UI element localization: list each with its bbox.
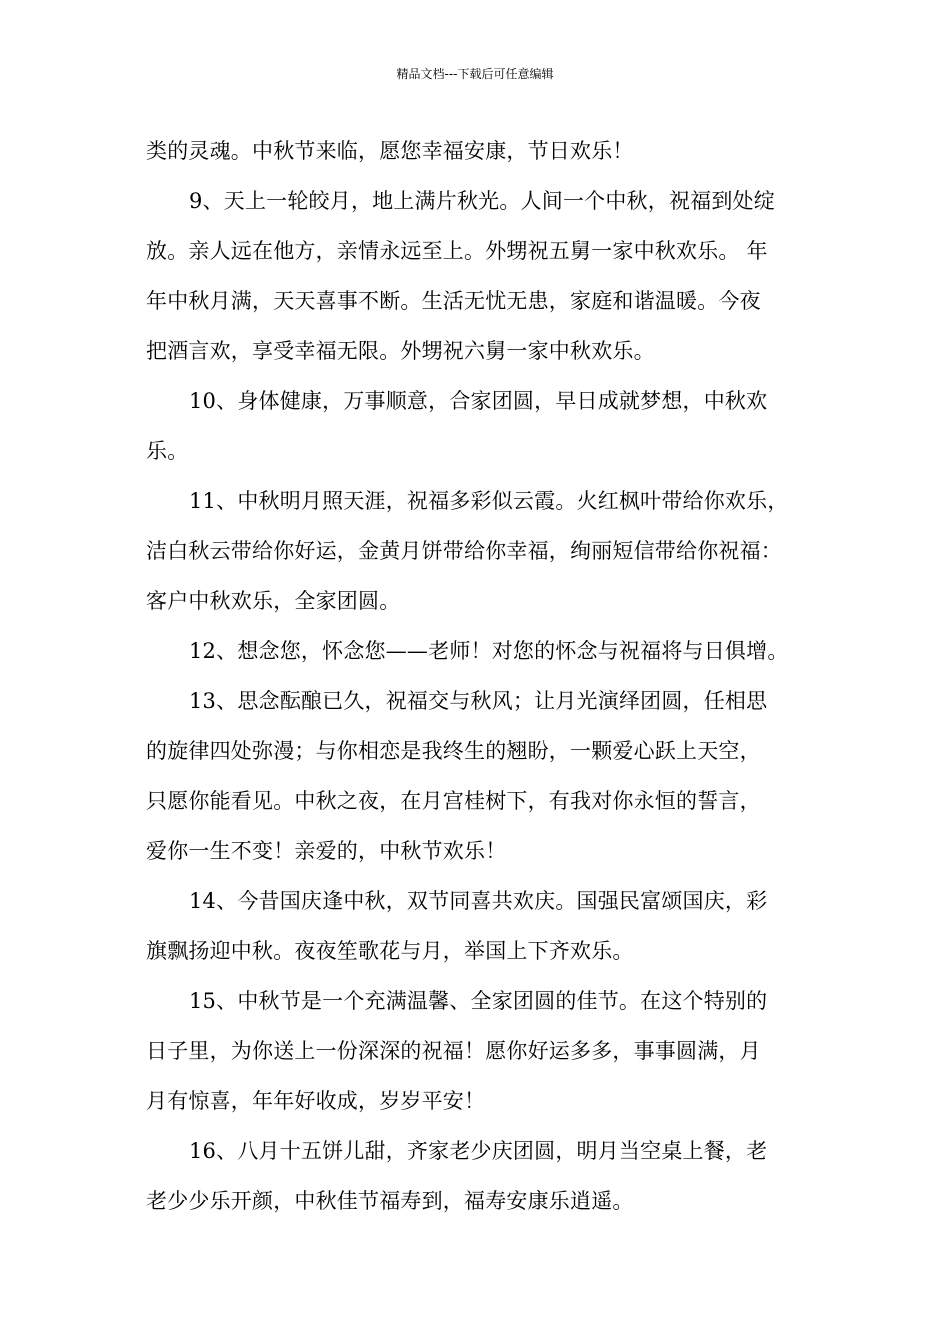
text-line: 16、八月十五饼儿甜，齐家老少庆团圆，明月当空桌上餐，老 bbox=[189, 1139, 768, 1163]
text-line: 乐。 bbox=[146, 439, 189, 463]
text-line: 年中秋月满，天天喜事不断。生活无忧无患，家庭和谐温暖。今夜 bbox=[146, 289, 761, 313]
text-line: 9、天上一轮皎月，地上满片秋光。人间一个中秋，祝福到处绽 bbox=[189, 189, 775, 213]
text-line: 放。亲人远在他方，亲情永远至上。外甥祝五舅一家中秋欢乐。 年 bbox=[146, 239, 768, 263]
text-line: 11、中秋明月照天涯，祝福多彩似云霞。火红枫叶带给你欢乐， bbox=[189, 489, 789, 513]
text-line: 旗飘扬迎中秋。夜夜笙歌花与月，举国上下齐欢乐。 bbox=[146, 939, 634, 963]
text-line: 月有惊喜，年年好收成，岁岁平安！ bbox=[146, 1089, 486, 1113]
text-line: 13、思念酝酿已久，祝福交与秋风；让月光演绎团圆，任相思 bbox=[189, 689, 768, 713]
text-line: 日子里，为你送上一份深深的祝福！愿你好运多多，事事圆满，月 bbox=[146, 1039, 761, 1063]
text-line: 客户中秋欢乐，全家团圆。 bbox=[146, 589, 401, 613]
text-line: 14、今昔国庆逢中秋，双节同喜共欢庆。国强民富颂国庆，彩 bbox=[189, 889, 768, 913]
text-line: 爱你一生不变！亲爱的，中秋节欢乐！ bbox=[146, 839, 507, 863]
text-line: 12、想念您，怀念您——老师！对您的怀念与祝福将与日俱增。 bbox=[189, 639, 789, 663]
text-line: 的旋律四处弥漫；与你相恋是我终生的翘盼，一颗爱心跃上天空， bbox=[146, 739, 761, 763]
text-line: 10、身体健康，万事顺意，合家团圆，早日成就梦想，中秋欢 bbox=[189, 389, 768, 413]
text-line: 洁白秋云带给你好运，金黄月饼带给你幸福，绚丽短信带给你祝福： bbox=[146, 539, 782, 563]
text-line: 类的灵魂。中秋节来临，愿您幸福安康，节日欢乐！ bbox=[146, 139, 634, 163]
page-header: 精品文档---下载后可任意编辑 bbox=[396, 67, 554, 81]
document-body bbox=[146, 126, 816, 1226]
text-line: 老少少乐开颜，中秋佳节福寿到，福寿安康乐逍遥。 bbox=[146, 1189, 634, 1213]
text-line: 15、中秋节是一个充满温馨、全家团圆的佳节。在这个特别的 bbox=[189, 989, 768, 1013]
text-line: 把酒言欢，享受幸福无限。外甥祝六舅一家中秋欢乐。 bbox=[146, 339, 655, 363]
text-line: 只愿你能看见。中秋之夜，在月宫桂树下，有我对你永恒的誓言， bbox=[146, 789, 761, 813]
